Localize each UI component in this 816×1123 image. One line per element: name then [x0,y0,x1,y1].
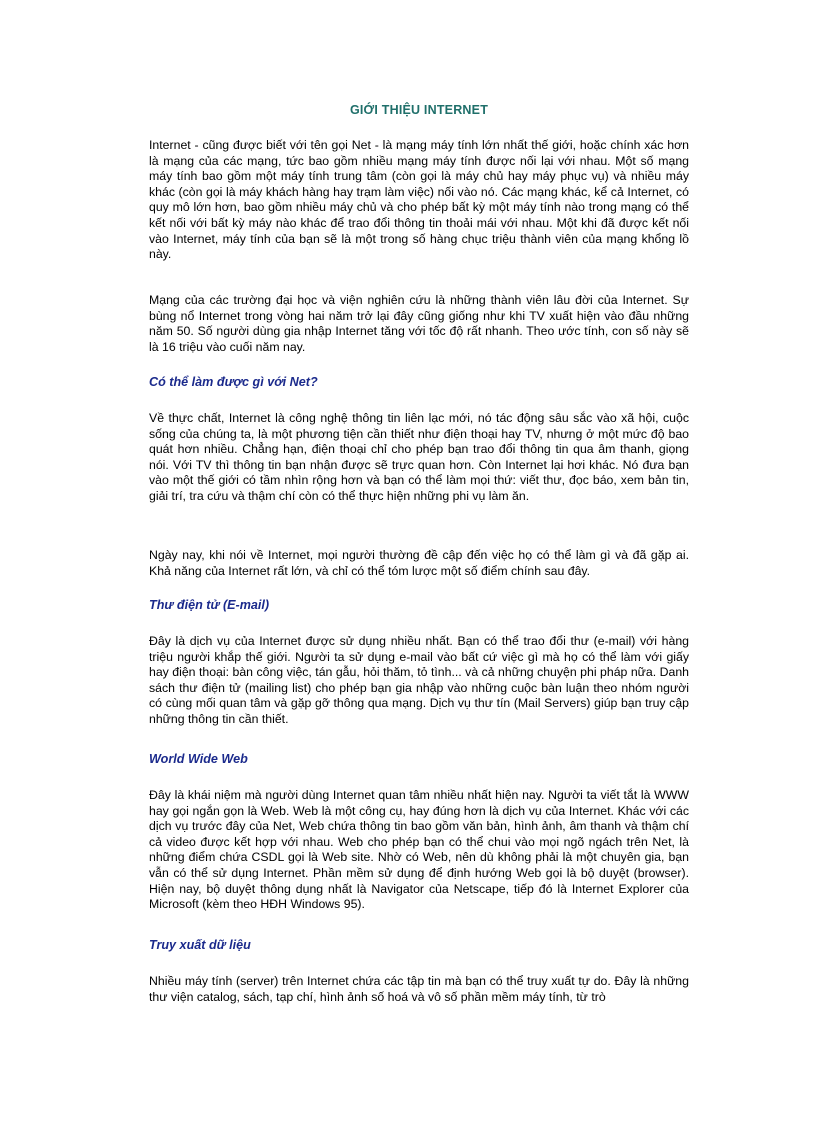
heading-what-can-do: Có thể làm được gì với Net? [149,375,318,389]
paragraph-history: Mạng của các trường đại học và viện nghiên cứu là những thành viên lâu đời của Internet. Sự bùng nổ Internet trong vòng hai năm trở lại đây cũng giống như khi TV xuất hiện vào đầu những năm 50. Số người dùng gia nhập Internet tăng với tốc độ rất nhanh. Theo ước tính, con số này sẽ là 16 triệu vào cuối năm nay. [149,293,689,354]
heading-email: Thư điện tử (E-mail) [149,598,270,612]
paragraph-data-access: Nhiều máy tính (server) trên Internet chứa các tập tin mà bạn có thể truy xuất tự do. Đây là những thư viện catalog, sách, tạp chí, hình ảnh số hoá và vô số phần mềm máy tính, từ trò [149,974,689,1004]
document-title: GIỚI THIỆU INTERNET [349,103,489,117]
heading-www: World Wide Web [149,752,248,766]
paragraph-email: Đây là dịch vụ của Internet được sử dụng nhiều nhất. Bạn có thể trao đổi thư (e-mail) với hàng triệu người khắp thế giới. Người ta sử dụng e-mail vào bất cứ việc gì mà họ có thể làm với giấy hay điện thoại: bàn công việc, tán gẫu, hỏi thăm, tỏ tình... và cả những chuyện phi pháp nữa. Danh sách thư điện tử (mailing list) cho phép bạn gia nhập vào những cuộc bàn luận theo nhóm người có cùng mối quan tâm và gặp gỡ thông qua mạng. Dịch vụ thư tín (Mail Servers) giúp bạn truy cập những thông tin cần thiết. [149,634,689,726]
heading-data-access: Truy xuất dữ liệu [149,938,251,952]
paragraph-www: Đây là khái niệm mà người dùng Internet quan tâm nhiều nhất hiện nay. Người ta viết tắt là WWW hay gọi ngắn gọn là Web. Web là một công cụ, hay đúng hơn là dịch vụ của Internet. Khác với các dịch vụ trước đây của Net, Web chứa thông tin bao gồm văn bản, hình ảnh, âm thanh và thậm chí cả video được kết hợp với nhau. Web cho phép bạn có thể chui vào mọi ngõ ngách trên Net, là những điểm chứa CSDL gọi là Web site. Nhờ có Web, nên dù không phải là một chuyên gia, bạn vẫn có thể sử dụng Internet. Phần mềm sử dụng để định hướng Web gọi là bộ duyệt (browser). Hiện nay, bộ duyệt thông dụng nhất là Navigator của Netscape, tiếp đó là Internet Explorer của Microsoft (kèm theo HĐH Windows 95). [149,788,689,912]
paragraph-what-can-do: Về thực chất, Internet là công nghệ thông tin liên lạc mới, nó tác động sâu sắc vào xã hội, cuộc sống của chúng ta, là một phương tiện cần thiết như điện thoại hay TV, nhưng ở một mức độ bao quát hơn nhiều. Chẳng hạn, điện thoại chỉ cho phép bạn trao đổi thông tin qua âm thanh, giọng nói. Với TV thì thông tin bạn nhận được sẽ trực quan hơn. Còn Internet lại hơi khác. Nó đưa bạn vào một thế giới có tầm nhìn rộng hơn và bạn có thể làm mọi thứ: viết thư, đọc báo, xem bản tin, giải trí, tra cứu và thậm chí còn có thể thực hiện những phi vụ làm ăn. [149,411,689,503]
paragraph-nowadays: Ngày nay, khi nói về Internet, mọi người thường đề cập đến việc họ có thể làm gì và đã gặp ai. Khả năng của Internet rất lớn, và chỉ có thể tóm lược một số điểm chính sau đây. [149,548,689,578]
paragraph-intro: Internet - cũng được biết với tên gọi Net - là mạng máy tính lớn nhất thế giới, hoặc chính xác hơn là mạng của các mạng, tức bao gồm nhiều mạng máy tính được nối lại với nhau. Một số mạng máy tính bao gồm một máy tính trung tâm (còn gọi là máy chủ hay máy phục vụ) và nhiều máy khác (còn gọi là máy khách hàng hay trạm làm việc) nối vào nó. Các mạng khác, kể cả Internet, có quy mô lớn hơn, bao gồm nhiều máy chủ và cho phép bất kỳ một máy tính nào trong mạng có thể kết nối với bất kỳ máy nào khác để trao đổi thông tin thoải mái với nhau. Một khi đã được kết nối vào Internet, máy tính của bạn sẽ là một trong số hàng chục triệu thành viên của mạng khổng lồ này. [149,138,689,262]
